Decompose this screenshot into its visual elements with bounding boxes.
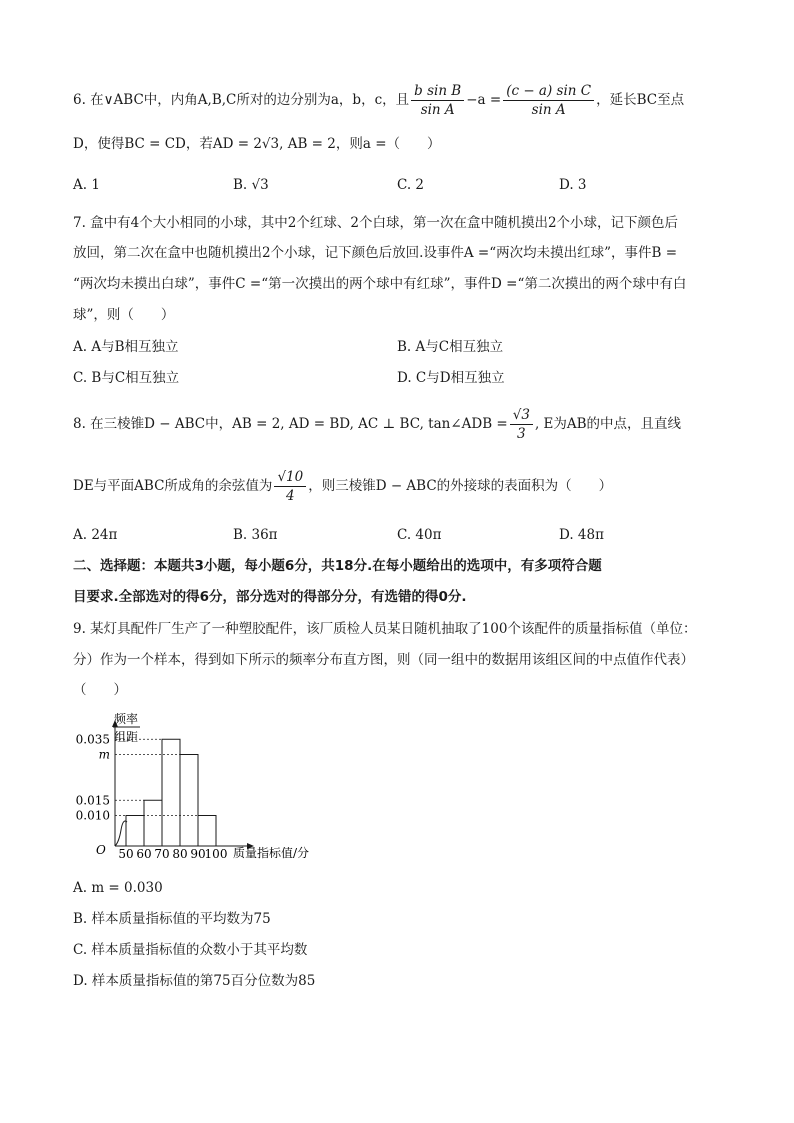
q7-option-a: A. A与B相互独立 [73,339,179,355]
x-tick-label: 70 [154,847,170,861]
x-tick-label: 80 [172,847,188,861]
q6-line2: D，使得BC = CD，若AD = 2√3, AB = 2，则a =（ ） [73,136,441,152]
q8-line2: DE与平面ABC所成角的余弦值为 $\frac{√10}{4}$ ，则三棱锥D − ABC的外接球的表面积为（ ） [73,469,613,504]
histogram-bar [126,816,144,847]
q8-option-d: D. 48π [559,527,604,543]
histogram-bar [162,739,180,846]
q7-option-c: C. B与C相互独立 [73,370,180,386]
q8-fraction-2: $\frac{√10}{4}$ [274,468,306,505]
q6-option-b: B. √3 [233,177,269,193]
x-tick-label: 100 [204,847,228,861]
y-tick-label: m [98,747,110,762]
y-tick-label: 0.010 [75,808,110,823]
q6-option-a: A. 1 [73,177,100,193]
q8-line1: 8. 在三棱锥D − ABC中，AB = 2, AD = BD, AC ⊥ BC, tan∠ADB = $\frac{√3}{3}$ , E为AB的中点，且直线 [73,407,682,442]
q6-line1: 6. 在∨ABC中，内角A,B,C所对的边分别为a，b，c，且 $\frac{\text{b sin B}}{\text{sin A}}$ −a = $\frac{\text{(c − a) sin C}}{\text{sin A}}$ ，延长BC至点 [73,83,685,118]
x-tick-label: 60 [136,847,152,861]
q8-option-a: A. 24π [73,527,118,543]
q6-fraction-1: $\frac{\text{b sin B}}{\text{sin A}}$ [411,82,464,119]
q9-option-c: C. 样本质量指标值的众数小于其平均数 [73,942,308,958]
ylabel-top: 频率 [113,712,139,726]
x-tick-label: 90 [190,847,206,861]
origin-label: O [96,843,106,857]
section-heading-line1: 二、选择题：本题共3小题，每小题6分，共18分.在每小题给出的选项中，有多项符合题 [73,558,602,574]
x-tick-label: 50 [118,847,134,861]
y-tick-label: 0.035 [75,732,110,747]
q7-line1: 7. 盒中有4个大小相同的小球，其中2个红球、2个白球，第一次在盒中随机摸出2个小球，记下颜色后 [73,215,679,231]
q6-option-c: C. 2 [397,177,425,193]
q6-fraction-2: $\frac{\text{(c − a) sin C}}{\text{sin A}}$ [503,82,594,119]
q7-line3: “两次均未摸出白球”，事件C =“第一次摸出的两个球中有红球”，事件D =“第二次摸出的两个球中有白 [73,276,687,292]
q6-option-d: D. 3 [559,177,587,193]
xlabel: 质量指标值/分 [233,846,310,860]
q8-option-b: B. 36π [233,527,278,543]
q8-fraction-1: $\frac{√3}{3}$ [510,406,533,443]
frequency-histogram [70,712,360,867]
q7-option-b: B. A与C相互独立 [397,339,504,355]
ylabel-bottom: 组距 [113,730,139,744]
axis-break [115,821,127,846]
histogram-bar [144,800,162,846]
q9-option-a: A. m = 0.030 [73,880,163,896]
section-heading-line2: 目要求.全部选对的得6分，部分选对的得部分分，有选错的得0分. [73,589,467,605]
y-tick-label: 0.015 [75,793,110,808]
q9-option-d: D. 样本质量指标值的第75百分位数为85 [73,973,316,989]
q7-line4: 球”，则（ ） [73,307,175,323]
q9-option-b: B. 样本质量指标值的平均数为75 [73,911,271,927]
q7-option-d: D. C与D相互独立 [397,370,505,386]
histogram-bar [198,816,216,847]
q9-line1: 9. 某灯具配件厂生产了一种塑胶配件，该厂质检人员某日随机抽取了100个该配件的质量指标值（单位： [73,621,697,637]
q7-line2: 放回，第二次在盒中也随机摸出2个小球，记下颜色后放回.设事件A =“两次均未摸出红球”，事件B = [73,245,678,261]
q9-line3: （ ） [73,682,127,698]
histogram-bar [180,755,198,847]
q8-option-c: C. 40π [397,527,442,543]
q9-line2: 分）作为一个样本，得到如下所示的频率分布直方图，则（同一组中的数据用该组区间的中点值作代表） [73,652,694,668]
